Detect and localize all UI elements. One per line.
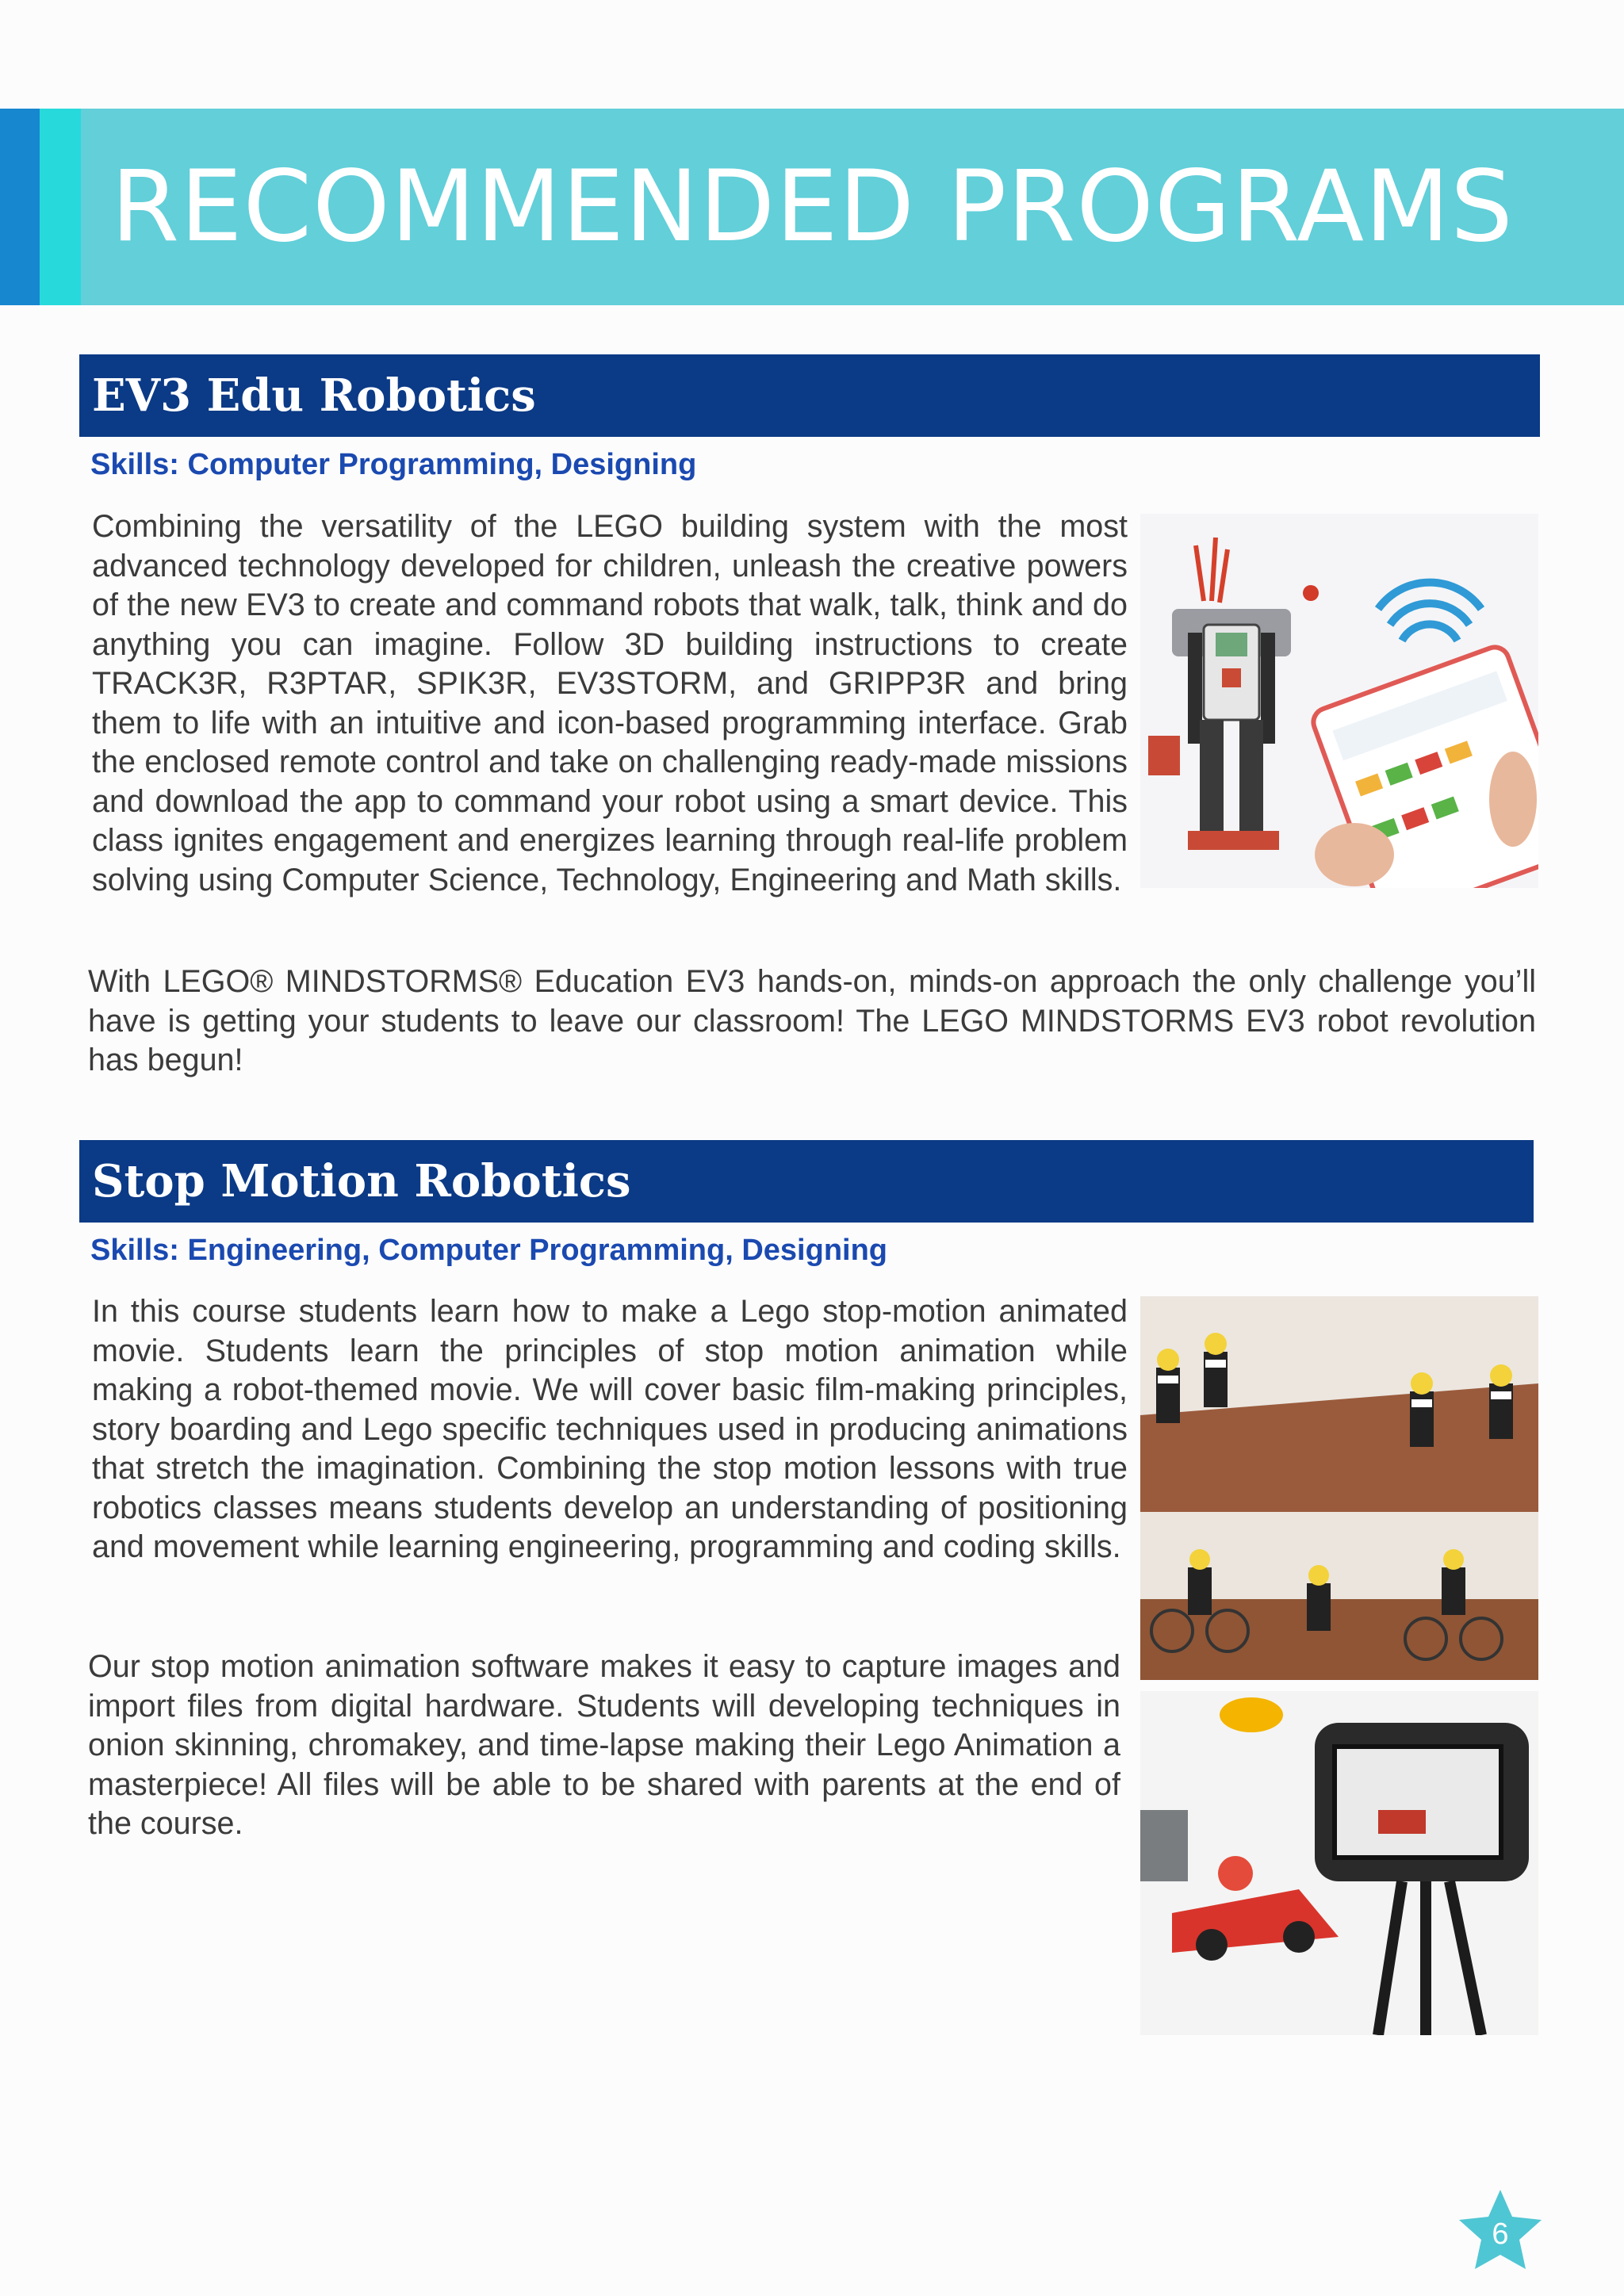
banner-accent-light bbox=[40, 109, 81, 305]
minifigures-illustration-2 bbox=[1140, 1512, 1538, 1680]
ev3-robot-illustration bbox=[1140, 514, 1538, 888]
section-paragraph-stop-motion-2: Our stop motion animation software makes it easy to capture images and import files from digital hardware. Students will developing techniques in onion skinning, chromakey, and time-lapse making their Lego Animation a masterpiece! All files will be able to be shared with parents at the end of the course. bbox=[88, 1649, 1120, 1841]
section-paragraph-stop-motion-1: In this course students learn how to make a Lego stop-motion animated movie. Students learn the principles of stop motion animation while making a robot-themed movie. We will cover basic film-making principles, story boarding and Lego specific techniques used in producing animations that stretch the imagination. Combining the stop motion lessons with true robotics classes means students develop an understanding of positioning and movement while learning engineering, programming and coding skills. bbox=[92, 1294, 1128, 1564]
section-heading-stop-motion: Stop Motion Robotics bbox=[79, 1140, 1534, 1223]
section-paragraph-ev3-2: With LEGO® MINDSTORMS® Education EV3 hands-on, minds-on approach the only challenge you’ll have is getting your students to leave our classroom! The LEGO MINDSTORMS EV3 robot revolution has begun! bbox=[88, 964, 1536, 1077]
minifigures-illustration-1 bbox=[1140, 1296, 1538, 1512]
camera-illustration bbox=[1140, 1691, 1538, 2035]
lego-minifigures-photo-1 bbox=[1140, 1296, 1538, 1512]
section-skills-ev3: Skills: Computer Programming, Designing bbox=[90, 448, 697, 481]
page-number: 6 bbox=[1492, 2218, 1509, 2251]
section-paragraph-ev3-1: Combining the versatility of the LEGO building system with the most advanced technology developed for children, unleash the creative powers of the new EV3 to create and command robots that walk, talk, think and do anything you can imagine. Follow 3D building instructions to create TRACK3R, R3PTAR, SPIK3R, EV3STORM, and GRIPP3R and bring them to life with an intuitive and icon-based programming interface. Grab the enclosed remote control and take on challenging ready-made missions and download the app to command your robot using a smart device. This class ignites engagement and energizes learning through real-life problem solving using Computer Science, Technology, Engineering and Math skills. bbox=[92, 509, 1128, 897]
camera-tripod-photo bbox=[1140, 1691, 1538, 2035]
page-number-star bbox=[1456, 2187, 1545, 2275]
ev3-robot-tablet-photo bbox=[1140, 514, 1538, 888]
lego-bicycles-photo bbox=[1140, 1512, 1538, 1680]
section-heading-ev3: EV3 Edu Robotics bbox=[79, 354, 1540, 437]
section-skills-stop-motion: Skills: Engineering, Computer Programming, Designing bbox=[90, 1234, 888, 1267]
page-title: RECOMMENDED PROGRAMS bbox=[111, 150, 1514, 264]
banner-accent-dark bbox=[0, 109, 40, 305]
